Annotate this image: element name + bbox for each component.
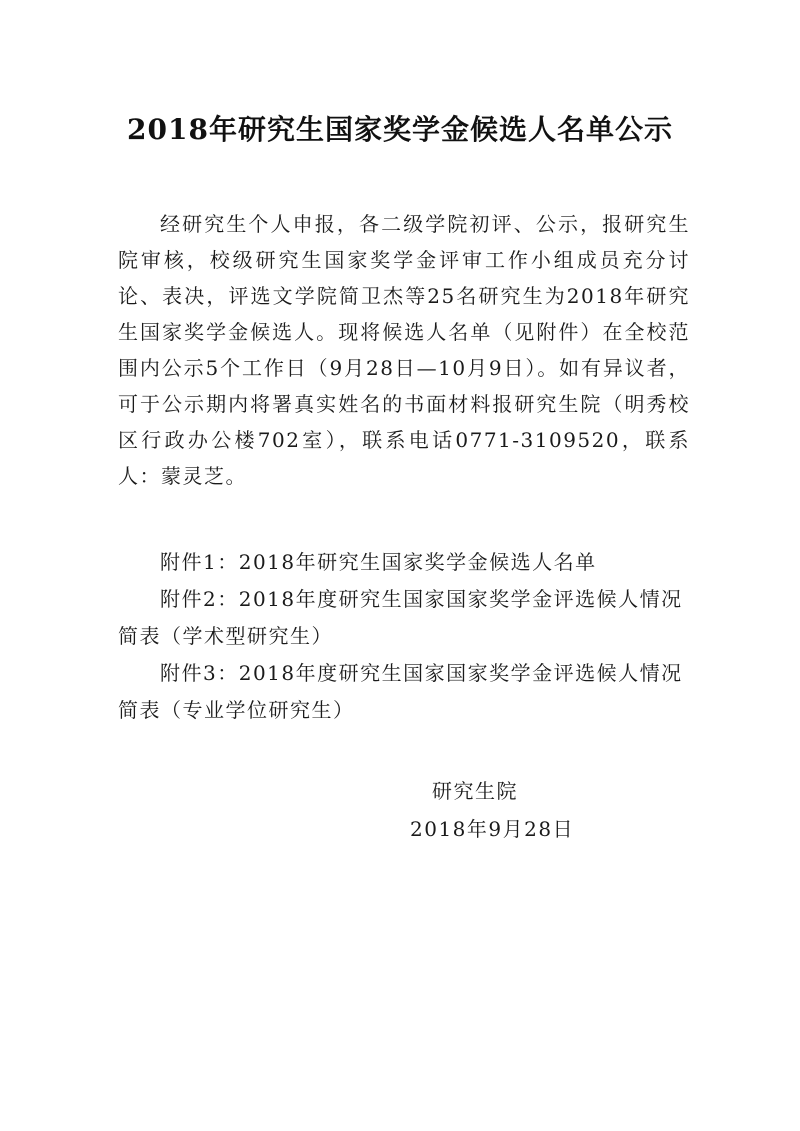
signature-date: 2018年9月28日 xyxy=(410,817,575,841)
signature-organization: 研究生院 xyxy=(432,779,518,803)
attachment-item: 附件2：2018年度研究生国家国家奖学金评选候人情况简表（学术型研究生） xyxy=(118,587,683,648)
document-title: 2018年研究生国家奖学金候选人名单公示 xyxy=(127,113,673,146)
signature-block xyxy=(410,772,690,848)
attachment-list xyxy=(118,544,690,729)
attachment-item: 附件1：2018年研究生国家奖学金候选人名单 xyxy=(160,550,597,574)
notice-body: 经研究生个人申报，各二级学院初评、公示，报研究生院审核，校级研究生国家奖学金评审工作小组成员充分讨论、表决，评选文学院简卫杰等25名研究生为2018年研究生国家奖学金候选人。现将候选人名单（见附件）在全校范围内公示5个工作日（9月28日—10月9日）。如有异议者，可于公示期内将署真实姓名的书面材料报研究生院（明秀校区行政办公楼702室），联系电话0771-3109520，联系人：蒙灵芝。 xyxy=(118,212,690,488)
attachment-item: 附件3：2018年度研究生国家国家奖学金评选候人情况简表（专业学位研究生） xyxy=(118,661,683,722)
